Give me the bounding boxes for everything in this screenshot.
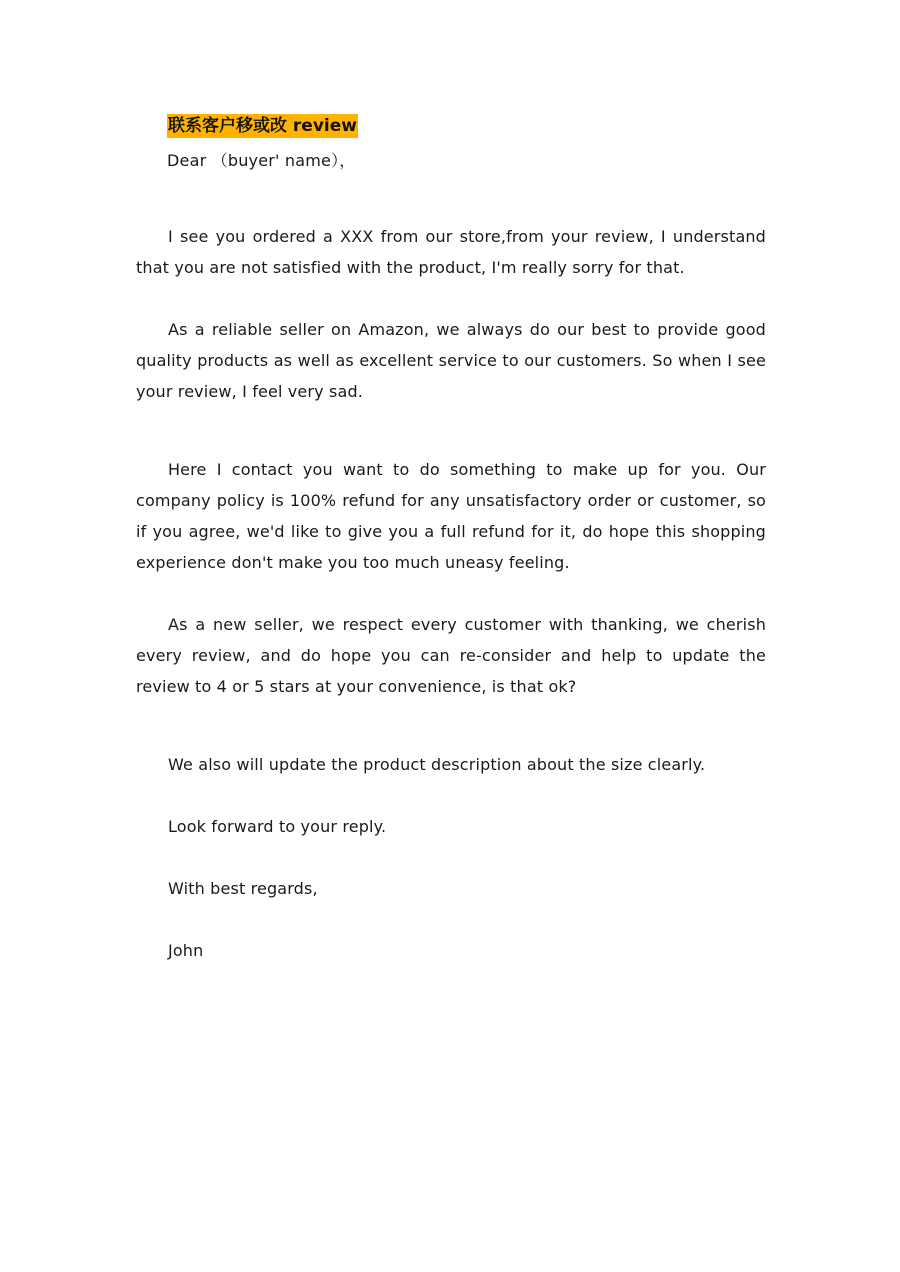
paragraph-review-request: As a new seller, we respect every customer with thanking, we cherish every review, and do hope you can re-consider and help to update the review to 4 or 5 stars at your convenience, is that ok? [136, 615, 766, 696]
salutation: Dear （buyer' name）， [167, 151, 356, 170]
letter-title: 联系客户移或改 review [168, 116, 357, 136]
signature: John [168, 941, 204, 960]
letter-body [136, 114, 766, 966]
paragraph-refund-offer: Here I contact you want to do something to make up for you. Our company policy is 100% refund for any unsatisfactory order or customer, so if you agree, we'd like to give you a full refund for it, do hope this shopping experience don't make you too much uneasy feeling. [136, 460, 766, 572]
closing-line: Look forward to your reply. [168, 817, 387, 836]
paragraph-apology: I see you ordered a XXX from our store,from your review, I understand that you are not satisfied with the product, I'm really sorry for that. [136, 227, 766, 277]
sign-off: With best regards, [168, 879, 318, 898]
update-note: We also will update the product description about the size clearly. [168, 755, 706, 774]
paragraph-seller-commitment: As a reliable seller on Amazon, we always do our best to provide good quality products as well as excellent service to our customers. So when I see your review, I feel very sad. [136, 320, 766, 401]
